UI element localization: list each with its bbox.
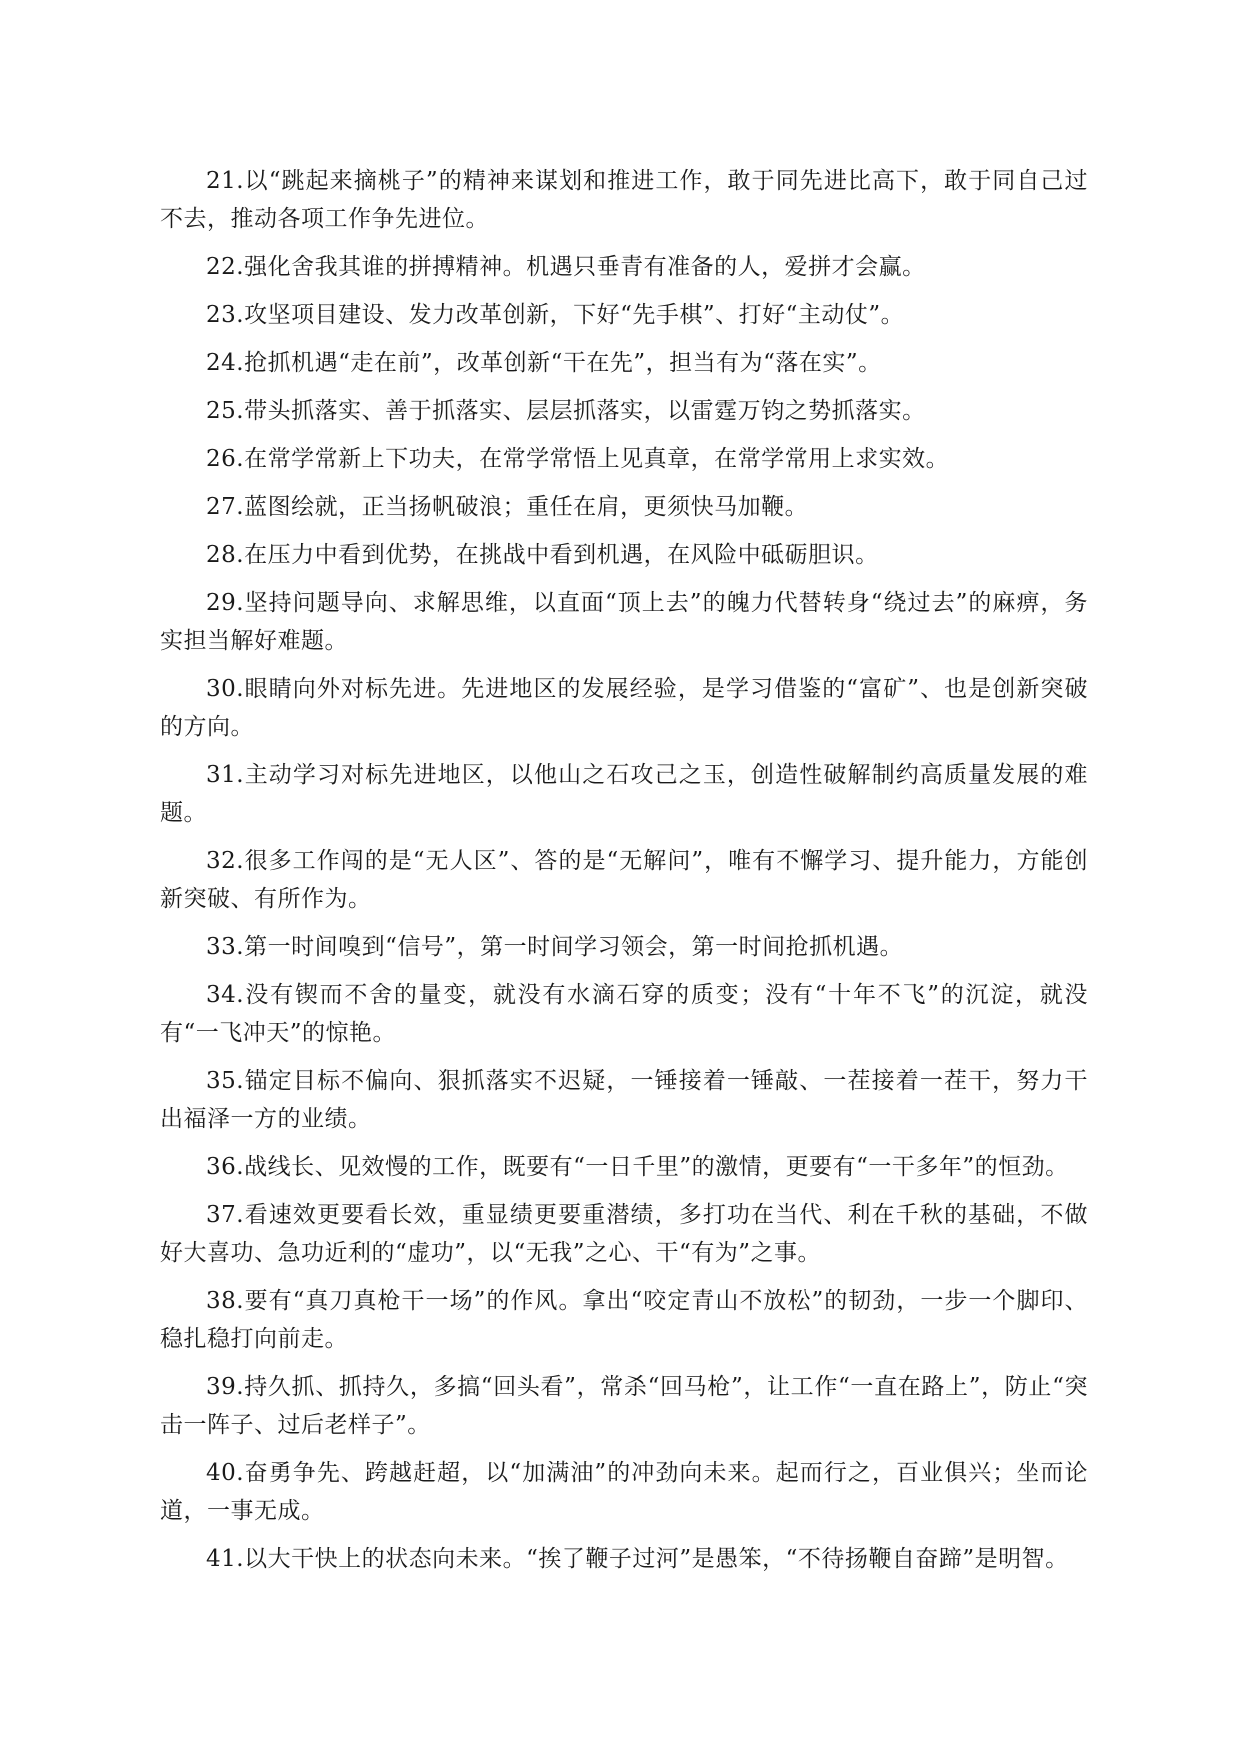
paragraph: 30.眼睛向外对标先进。先进地区的发展经验，是学习借鉴的“富矿”、也是创新突破的方向。 <box>160 676 1088 740</box>
paragraph: 29.坚持问题导向、求解思维，以直面“顶上去”的魄力代替转身“绕过去”的麻痹，务实担当解好难题。 <box>160 590 1088 654</box>
paragraph: 38.要有“真刀真枪干一场”的作风。拿出“咬定青山不放松”的韧劲，一步一个脚印、稳扎稳打向前走。 <box>160 1288 1088 1352</box>
paragraph: 35.锚定目标不偏向、狠抓落实不迟疑，一锤接着一锤敲、一茬接着一茬干，努力干出福泽一方的业绩。 <box>160 1068 1088 1132</box>
paragraph: 28.在压力中看到优势，在挑战中看到机遇，在风险中砥砺胆识。 <box>206 542 879 568</box>
paragraph: 22.强化舍我其谁的拼搏精神。机遇只垂青有准备的人，爱拼才会赢。 <box>206 254 926 280</box>
document-body <box>160 162 1088 1588</box>
paragraph: 34.没有锲而不舍的量变，就没有水滴石穿的质变；没有“十年不飞”的沉淀，就没有“一飞冲天”的惊艳。 <box>160 982 1088 1046</box>
paragraph: 26.在常学常新上下功夫，在常学常悟上见真章，在常学常用上求实效。 <box>206 446 950 472</box>
paragraph: 36.战线长、见效慢的工作，既要有“一日千里”的激情，更要有“一干多年”的恒劲。 <box>206 1154 1069 1180</box>
paragraph: 31.主动学习对标先进地区，以他山之石攻己之玉，创造性破解制约高质量发展的难题。 <box>160 762 1088 826</box>
paragraph: 23.攻坚项目建设、发力改革创新，下好“先手棋”、打好“主动仗”。 <box>206 302 905 328</box>
paragraph: 40.奋勇争先、跨越赶超，以“加满油”的冲劲向未来。起而行之，百业俱兴；坐而论道，一事无成。 <box>160 1460 1088 1524</box>
paragraph: 37.看速效更要看长效，重显绩更要重潜绩，多打功在当代、利在千秋的基础，不做好大喜功、急功近利的“虚功”，以“无我”之心、干“有为”之事。 <box>160 1202 1088 1266</box>
paragraph: 41.以大干快上的状态向未来。“挨了鞭子过河”是愚笨，“不待扬鞭自奋蹄”是明智。 <box>206 1546 1069 1572</box>
paragraph: 27.蓝图绘就，正当扬帆破浪；重任在肩，更须快马加鞭。 <box>206 494 809 520</box>
paragraph: 39.持久抓、抓持久，多搞“回头看”，常杀“回马枪”，让工作“一直在路上”，防止“突击一阵子、过后老样子”。 <box>160 1374 1088 1438</box>
paragraph: 24.抢抓机遇“走在前”，改革创新“干在先”，担当有为“落在实”。 <box>206 350 882 376</box>
paragraph: 25.带头抓落实、善于抓落实、层层抓落实，以雷霆万钧之势抓落实。 <box>206 398 926 424</box>
paragraph: 33.第一时间嗅到“信号”，第一时间学习领会，第一时间抢抓机遇。 <box>206 934 904 960</box>
paragraph: 21.以“跳起来摘桃子”的精神来谋划和推进工作，敢于同先进比高下，敢于同自己过不去，推动各项工作争先进位。 <box>160 168 1088 232</box>
paragraph: 32.很多工作闯的是“无人区”、答的是“无解问”，唯有不懈学习、提升能力，方能创新突破、有所作为。 <box>160 848 1088 912</box>
